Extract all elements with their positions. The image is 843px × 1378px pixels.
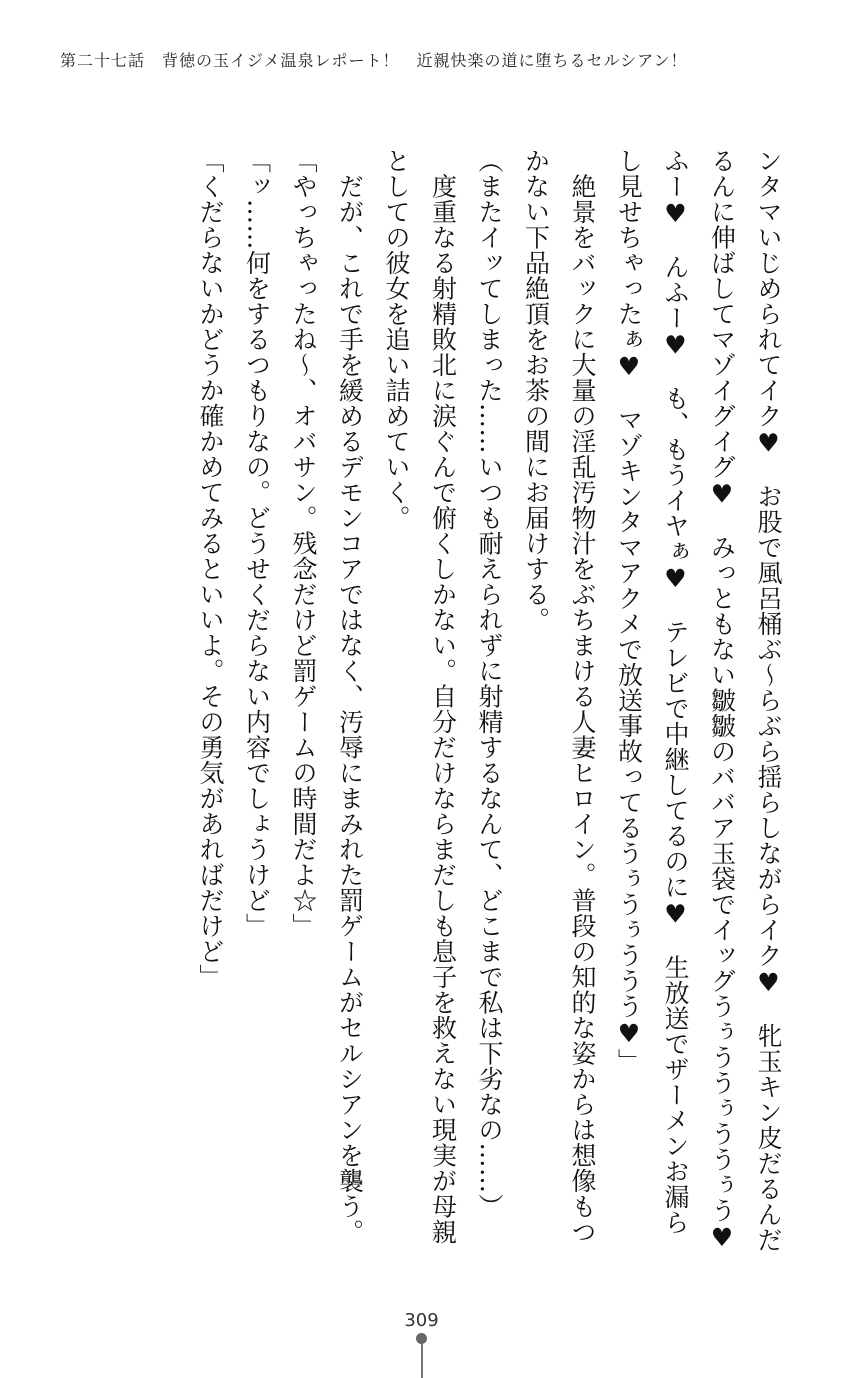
page-number: 309 — [404, 1310, 439, 1331]
bookmark-ribbon-line — [421, 1344, 423, 1378]
paragraph: ンタマいじめられてイク♥ お股で風呂桶ぶ〜らぶら揺らしながらイク♥ 牝玉キン皮だるんだるんに伸ばしてマゾイグイグ♥ みっともない皺皺のババア玉袋でイッグうぅううぅううぅう♥ ふー♥ んふー♥ も、もうイヤぁ♥ テレビで中継してるのに♥ 生放送でザーメンお漏らし見せちゃったぁ♥ マゾキンタマアクメで放送事故ってるうぅうぅううう♥」 — [614, 148, 783, 1278]
dialogue-line: 「ッ……何をするつもりなの。どうせくだらない内容でしょうけど」 — [242, 148, 272, 939]
paragraph: 度重なる射精敗北に涙ぐんで俯くしかない。自分だけならまだしも息子を救えない現実が母親としての彼女を追い詰めていく。 — [382, 148, 458, 1245]
dialogue-line: 「くだらないかどうか確かめてみるといいよ。その勇気があればだけど」 — [196, 148, 225, 990]
bookmark-ribbon-icon — [416, 1333, 427, 1344]
paragraph: （またイッてしまった……いつも耐えられずに射精するなんて、どこまで私は下劣なの……） — [475, 148, 504, 1219]
chapter-title-header: 第二十七話 背徳の玉イジメ温泉レポート！ 近親快楽の道に堕ちるセルシアン！ — [60, 51, 688, 70]
paragraph: だが、これで手を緩めるデモンコアではなく、汚辱にまみれた罰ゲームがセルシアンを襲う。 — [335, 148, 365, 1245]
dialogue-line: 「やっちゃったね〜、オバサン。残念だけど罰ゲームの時間だよ☆」 — [289, 148, 318, 939]
vertical-body-text — [187, 148, 792, 1278]
paragraph: 絶景をバックに大量の淫乱汚物汁をぶちまける人妻ヒロイン。普段の知的な姿からは想像もつかない下品絶頂をお茶の間にお届けする。 — [521, 148, 597, 1245]
